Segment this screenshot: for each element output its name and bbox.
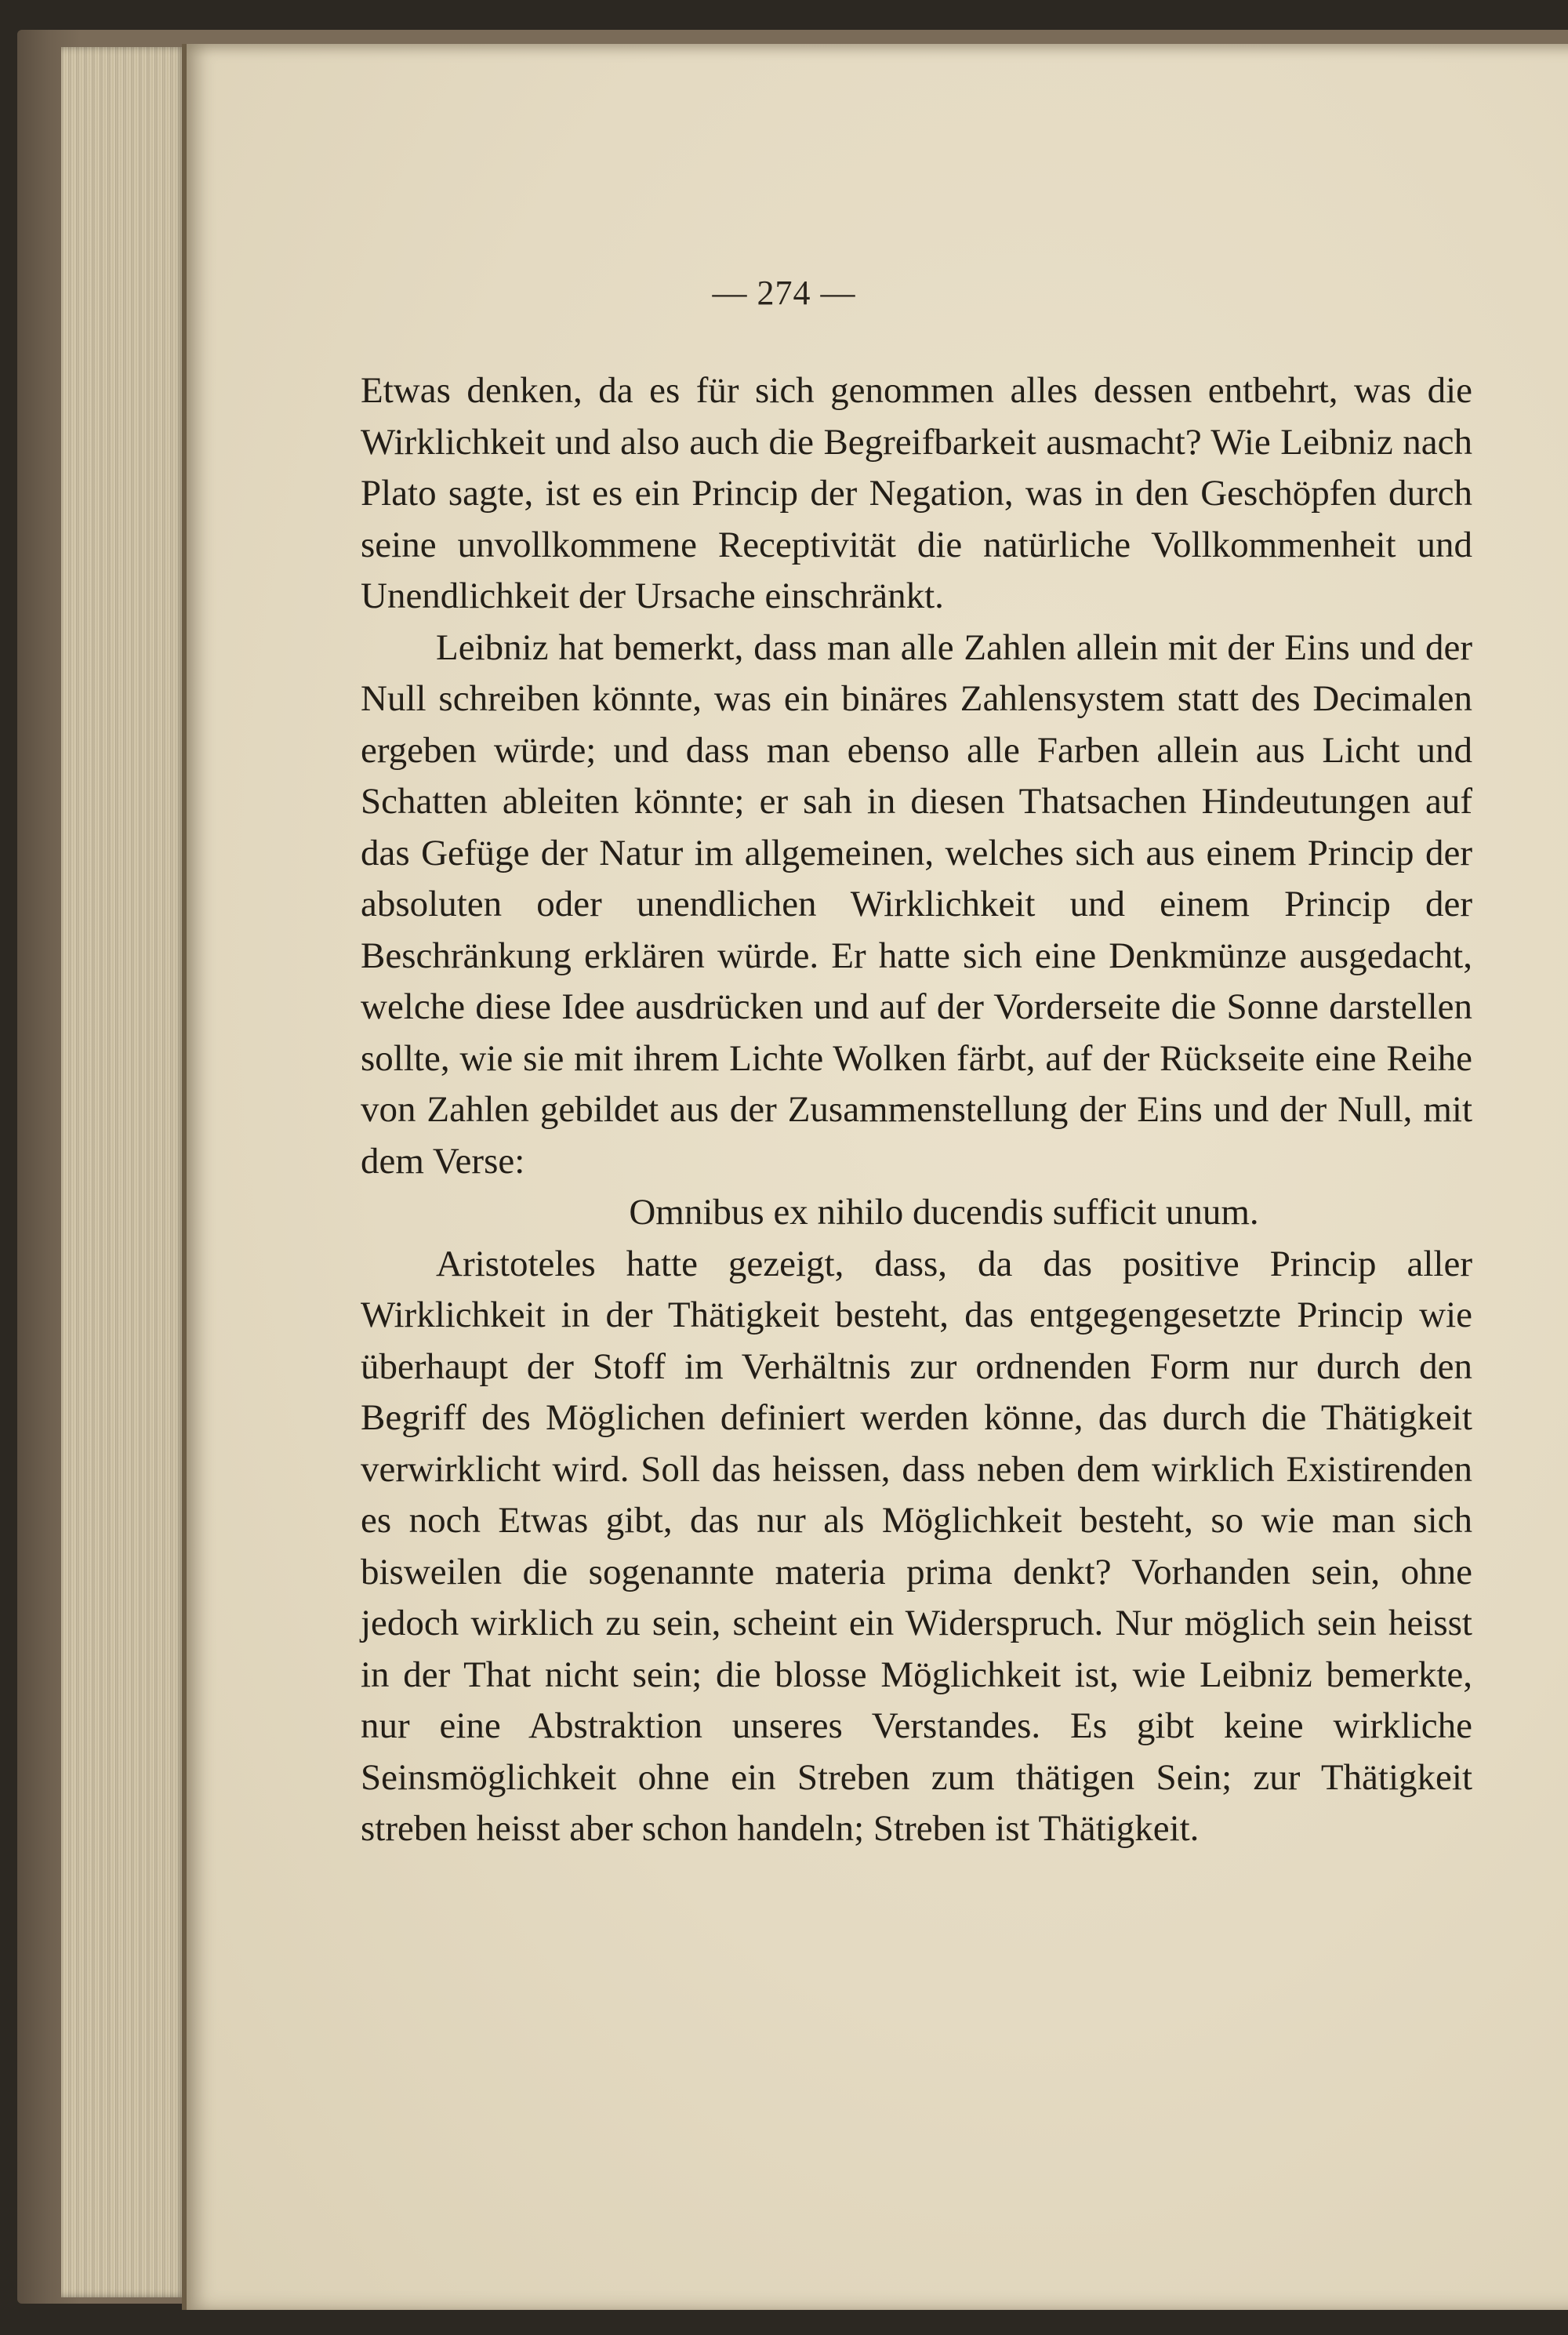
body-text <box>361 365 1472 1855</box>
verse-quote: Omnibus ex nihilo ducendis sufficit unum. <box>629 1192 1259 1233</box>
page-number: — 274 — <box>712 274 856 312</box>
paragraph-3: Aristoteles hatte gezeigt, dass, da das positive Princip aller Wirklichkeit in der Thätigkeit besteht, das entgegengesetzte Princip wie überhaupt der Stoff im Verhältnis zur ordnenden Form nur durch den Begriff des Möglichen definiert werden könne, das durch die Thätigkeit verwirklicht wird. Soll das heissen, dass neben dem wirklich Existirenden es noch Etwas gibt, das nur als Möglichkeit besteht, so wie man sich bisweilen die sogenannte materia prima denkt? Vorhanden sein, ohne jedoch wirklich zu sein, scheint ein Widerspruch. Nur möglich sein heisst in der That nicht sein; die blosse Möglichkeit ist, wie Leibniz bemerkte, nur eine Abstraktion unseres Verstandes. Es gibt keine wirkliche Seinsmöglichkeit ohne ein Streben zum thätigen Sein; zur Thätigkeit streben heisst aber schon handeln; Streben ist Thätigkeit. <box>361 1243 1472 1849</box>
page-edges <box>61 47 187 2297</box>
paragraph-1: Etwas denken, da es für sich genommen alles dessen entbehrt, was die Wirklichkeit und also auch die Begreifbarkeit ausmacht? Wie Leibniz nach Plato sagte, ist es ein Princip der Negation, was in den Geschöpfen durch seine unvollkommene Receptivität die natürliche Vollkommenheit und Unendlichkeit der Ursache einschränkt. <box>361 370 1472 616</box>
paragraph-2: Leibniz hat bemerkt, dass man alle Zahlen allein mit der Eins und der Null schreiben könnte, was ein binäres Zahlensystem statt des Decimalen ergeben würde; und dass man ebenso alle Farben allein aus Licht und Schatten ableiten könnte; er sah in diesen Thatsachen Hindeutungen auf das Gefüge der Natur im allgemeinen, welches sich aus einem Princip der absoluten oder unendlichen Wirklichkeit und einem Princip der Beschränkung erklären würde. Er hatte sich eine Denkmünze ausgedacht, welche diese Idee ausdrücken und auf der Vorderseite die Sonne darstellen sollte, wie sie mit ihrem Lichte Wolken färbt, auf der Rückseite eine Reihe von Zahlen gebildet aus der Zusammenstellung der Eins und der Null, mit dem Verse: <box>361 626 1472 1182</box>
